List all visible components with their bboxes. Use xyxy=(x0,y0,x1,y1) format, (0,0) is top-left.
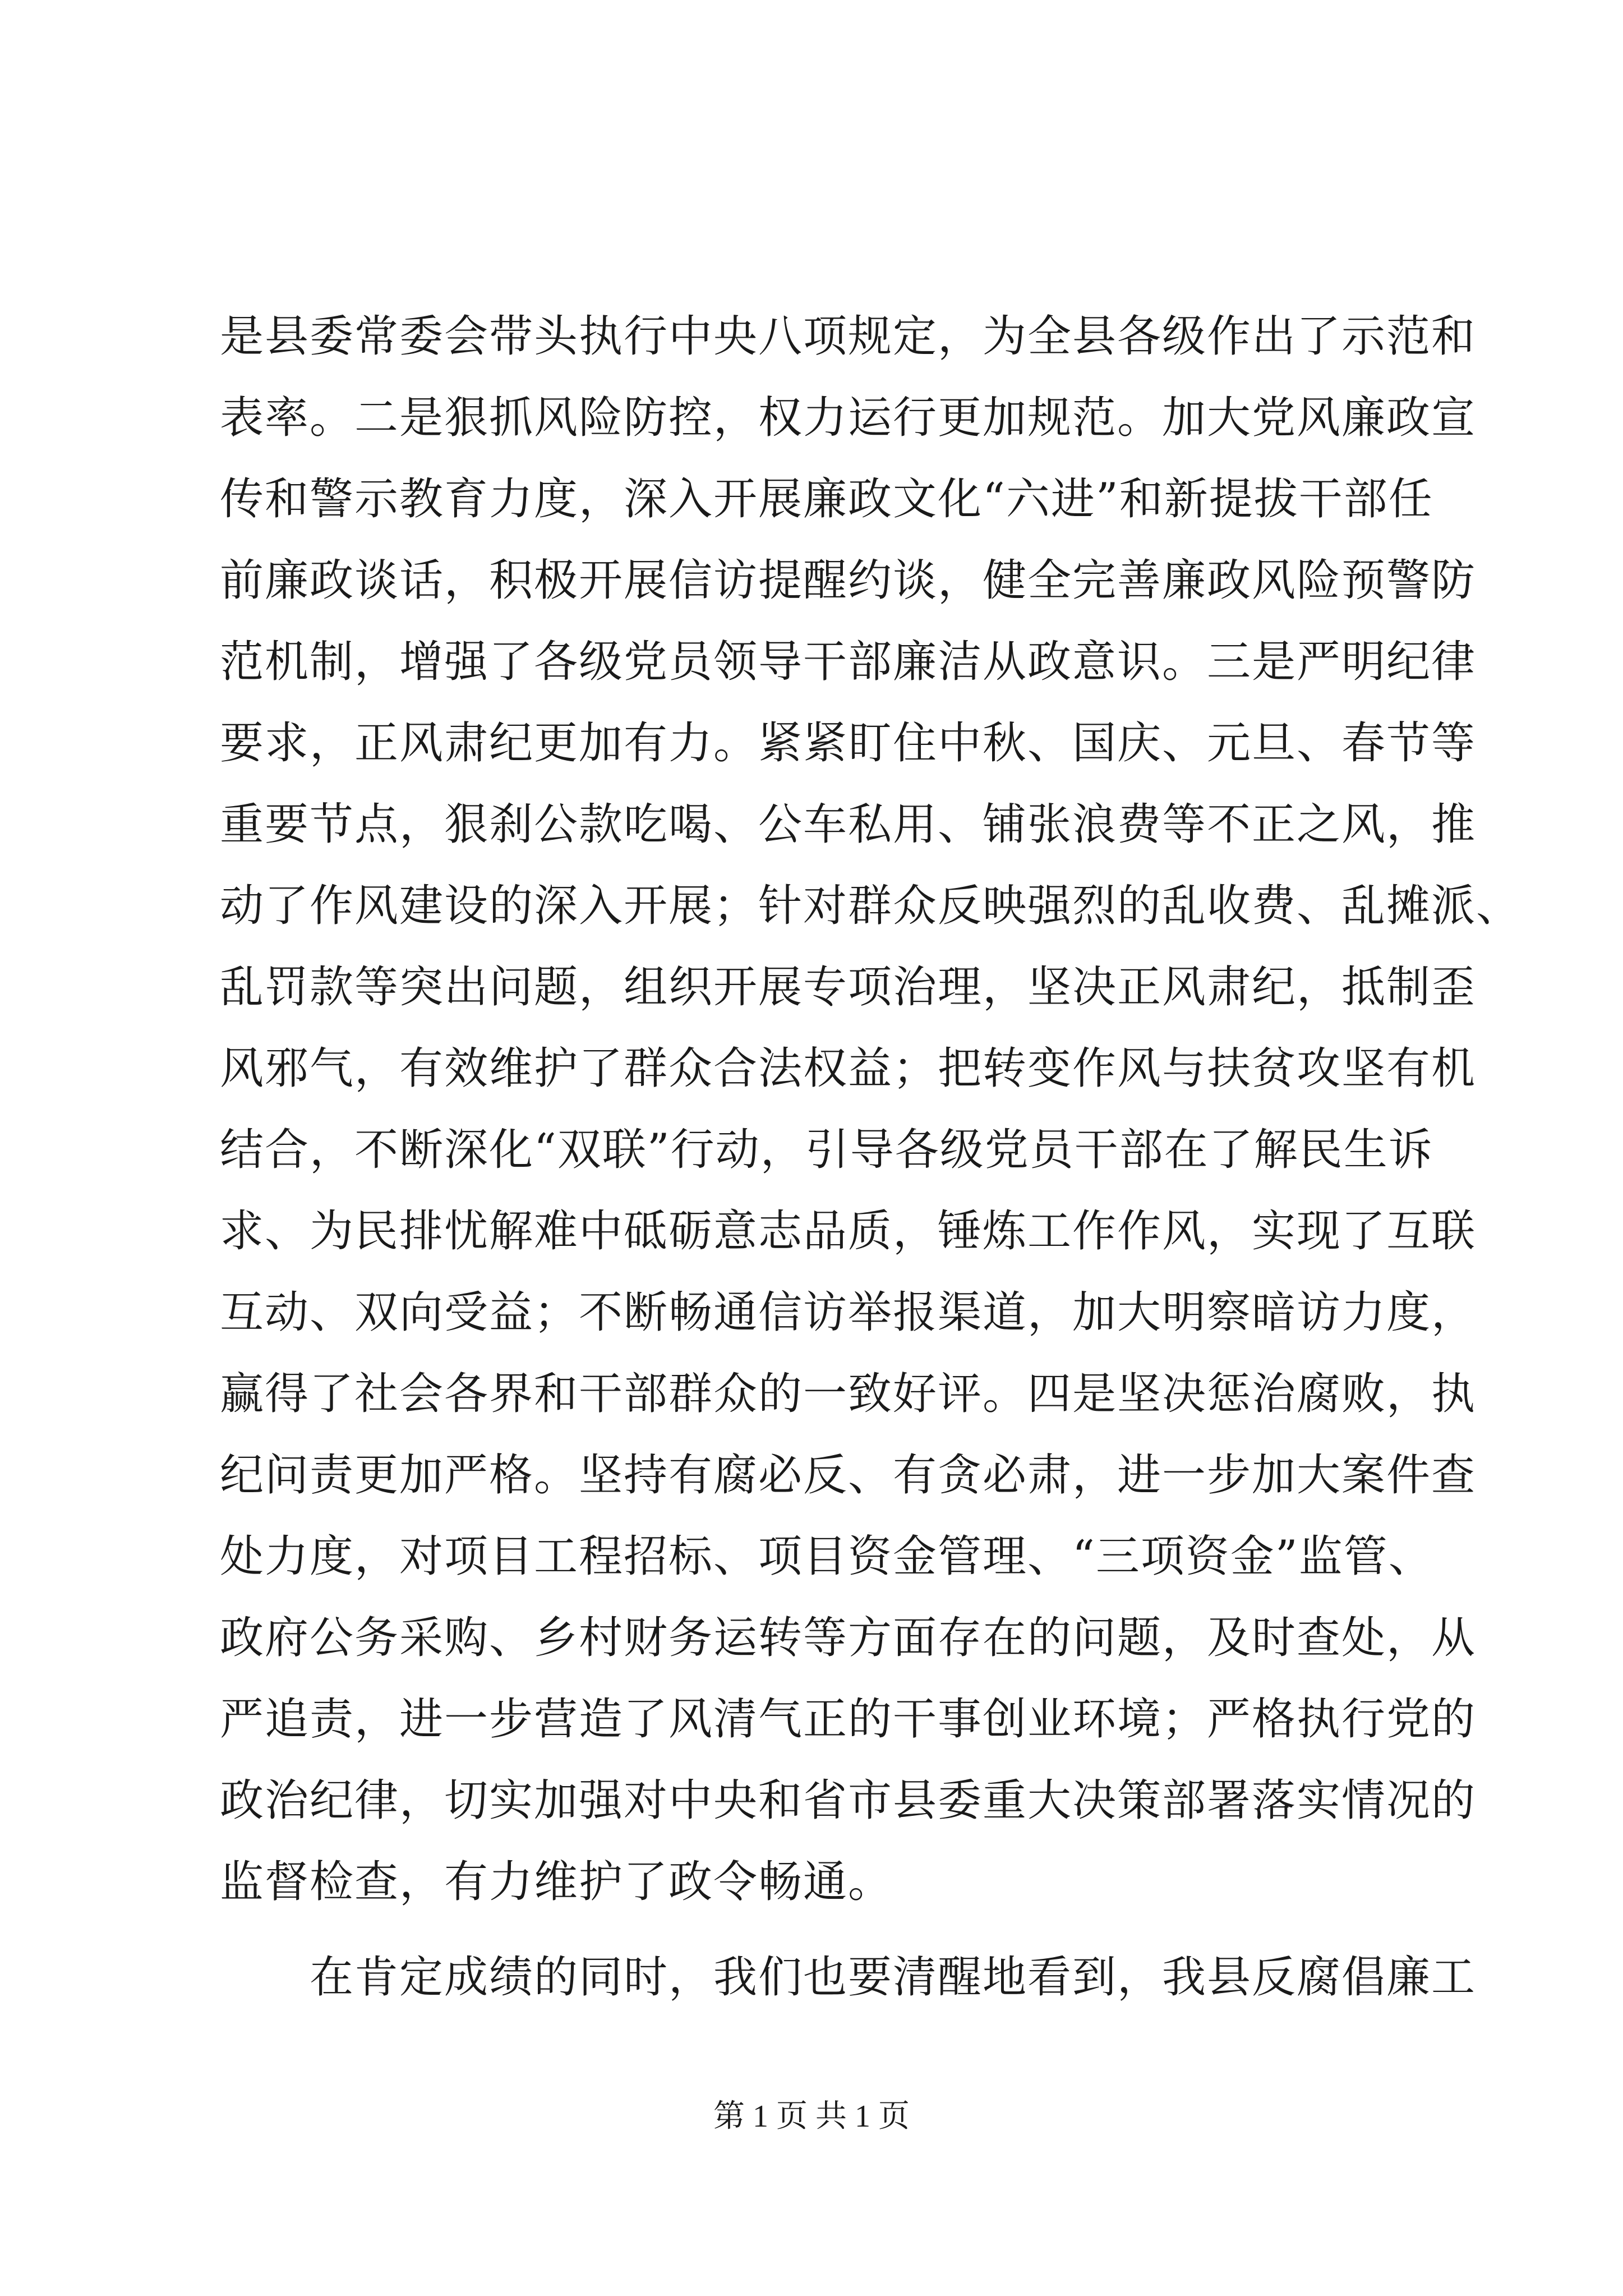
text-line: 前廉政谈话，积极开展信访提醒约谈，健全完善廉政风险预警防 xyxy=(220,555,1477,606)
text-line: 处力度，对项目工程招标、项目资金管理、“三项资金”监管、 xyxy=(220,1531,1433,1582)
text-line: 表率。二是狠抓风险防控，权力运行更加规范。加大党风廉政宣 xyxy=(220,393,1477,443)
text-line: 纪问责更加严格。坚持有腐必反、有贪必肃，进一步加大案件查 xyxy=(220,1450,1477,1501)
text-line: 风邪气，有效维护了群众合法权益；把转变作风与扶贫攻坚有机 xyxy=(220,1043,1477,1094)
text-line: 在肯定成绩的同时，我们也要清醒地看到，我县反腐倡廉工 xyxy=(310,1952,1477,2003)
text-line: 动了作风建设的深入开展；针对群众反映强烈的乱收费、乱摊派、 xyxy=(220,881,1521,931)
text-line: 严追责，进一步营造了风清气正的干事创业环境；严格执行党的 xyxy=(220,1694,1477,1745)
text-line: 政治纪律，切实加强对中央和省市县委重大决策部署落实情况的 xyxy=(220,1775,1477,1826)
text-line: 乱罚款等突出问题，组织开展专项治理，坚决正风肃纪，抵制歪 xyxy=(220,962,1477,1013)
text-line: 是县委常委会带头执行中央八项规定，为全县各级作出了示范和 xyxy=(220,311,1477,362)
text-line: 范机制，增强了各级党员领导干部廉洁从政意识。三是严明纪律 xyxy=(220,637,1477,687)
paragraph-spacer xyxy=(220,1923,1426,1937)
text-line: 政府公务采购、乡村财务运转等方面存在的问题，及时查处，从 xyxy=(220,1613,1477,1663)
text-line: 要求，正风肃纪更加有力。紧紧盯住中秋、国庆、元旦、春节等 xyxy=(220,718,1477,769)
text-line: 传和警示教育力度，深入开展廉政文化“六进”和新提拔干部任 xyxy=(220,474,1433,524)
page-footer: 第 1 页 共 1 页 xyxy=(713,2099,910,2134)
text-line: 重要节点，狠刹公款吃喝、公车私用、铺张浪费等不正之风，推 xyxy=(220,799,1477,850)
text-line: 监督检查，有力维护了政令畅通。 xyxy=(220,1857,893,1907)
text-line: 赢得了社会各界和干部群众的一致好评。四是坚决惩治腐败，执 xyxy=(220,1369,1477,1419)
text-line: 互动、双向受益；不断畅通信访举报渠道，加大明察暗访力度， xyxy=(220,1287,1477,1338)
body-text xyxy=(220,296,1521,2018)
text-line: 求、为民排忧解难中砥砺意志品质，锤炼工作作风，实现了互联 xyxy=(220,1206,1477,1257)
text-line: 结合，不断深化“双联”行动，引导各级党员干部在了解民生诉 xyxy=(220,1125,1433,1175)
